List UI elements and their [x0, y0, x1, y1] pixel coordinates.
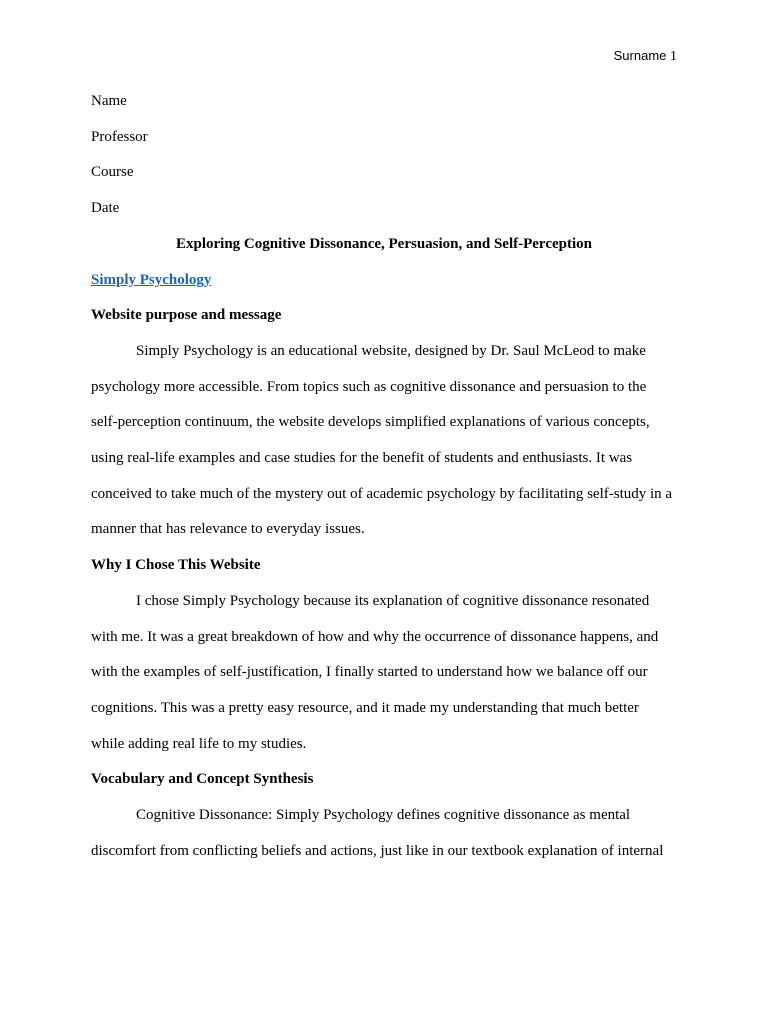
- paragraph-line: self-perception continuum, the website develops simplified explanations of various concepts,: [91, 414, 650, 431]
- paragraph-line: using real-life examples and case studies for the benefit of students and enthusiasts. It was: [91, 450, 633, 467]
- paragraph-line: with me. It was a great breakdown of how and why the occurrence of dissonance happens, and: [91, 628, 659, 645]
- paragraph-line: with the examples of self-justification, I finally started to understand how we balance off our: [91, 664, 648, 681]
- paragraph-line: Cognitive Dissonance: Simply Psychology defines cognitive dissonance as mental: [136, 807, 631, 824]
- paragraph-line: manner that has relevance to everyday issues.: [91, 521, 365, 538]
- paragraph-line: discomfort from conflicting beliefs and actions, just like in our textbook explanation of internal: [91, 842, 664, 859]
- paragraph-line: I chose Simply Psychology because its explanation of cognitive dissonance resonated: [136, 592, 650, 609]
- page-header: [614, 47, 677, 66]
- section-heading-why-chose: Why I Chose This Website: [91, 557, 261, 574]
- source-link-line: [91, 263, 679, 299]
- document-body: [91, 84, 679, 869]
- section-heading-vocabulary: Vocabulary and Concept Synthesis: [91, 771, 314, 788]
- document-title: Exploring Cognitive Dissonance, Persuasion, and Self-Perception: [176, 235, 592, 252]
- paragraph-line: while adding real life to my studies.: [91, 735, 307, 752]
- course-name: Course: [91, 164, 134, 181]
- paragraph-line: Simply Psychology is an educational website, designed by Dr. Saul McLeod to make: [136, 342, 646, 359]
- paragraph-line: cognitions. This was a pretty easy resource, and it made my understanding that much better: [91, 699, 639, 716]
- header-page-number: 1: [670, 49, 677, 64]
- paragraph-line: psychology more accessible. From topics such as cognitive dissonance and persuasion to the: [91, 378, 647, 395]
- paragraph-line: conceived to take much of the mystery out of academic psychology by facilitating self-study in a: [91, 485, 673, 502]
- header-surname: Surname: [613, 48, 667, 63]
- section-heading-purpose: Website purpose and message: [91, 307, 282, 324]
- date-line: Date: [91, 200, 120, 217]
- simply-psychology-link[interactable]: Simply Psychology: [91, 271, 212, 288]
- student-name: Name: [91, 93, 127, 109]
- professor-name: Professor: [91, 128, 148, 145]
